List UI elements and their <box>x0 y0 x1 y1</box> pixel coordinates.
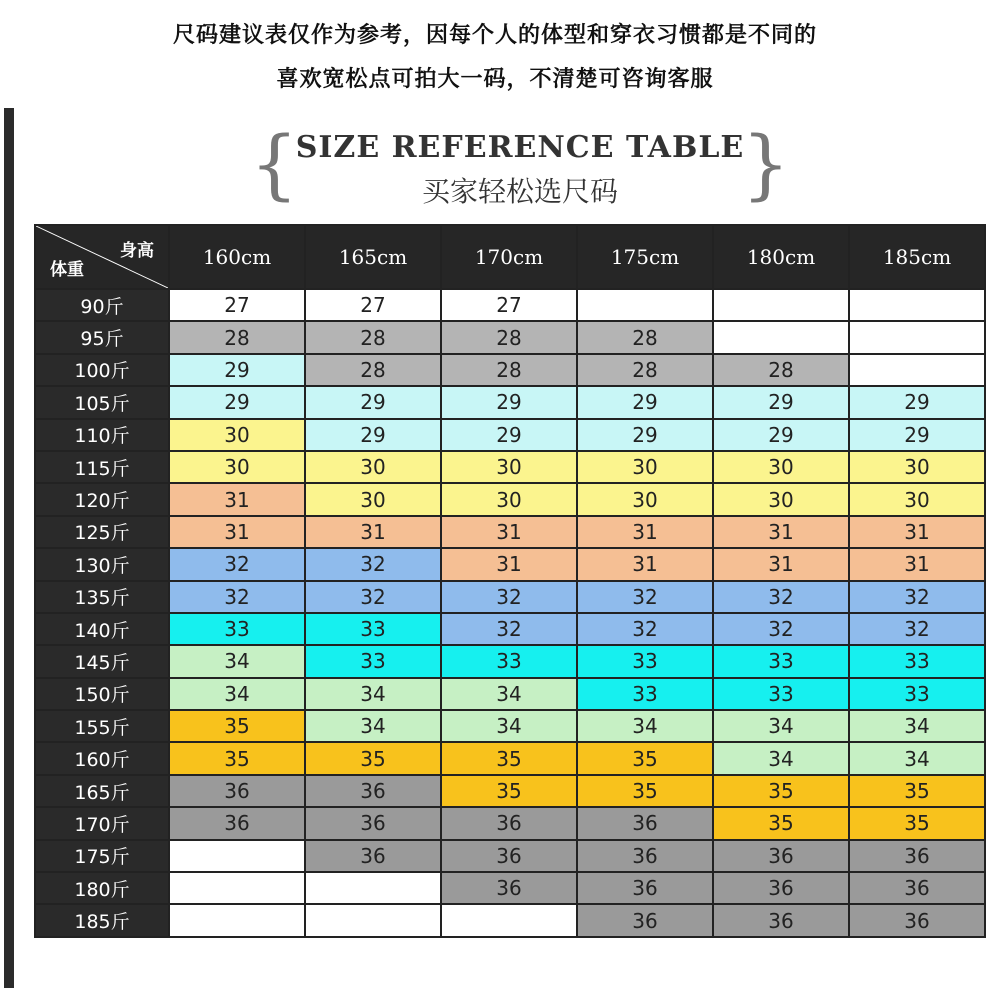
size-cell: 33 <box>305 613 441 645</box>
size-cell: 30 <box>169 419 305 451</box>
size-cell: 29 <box>577 386 713 418</box>
size-cell: 29 <box>441 419 577 451</box>
size-cell <box>305 904 441 936</box>
weight-label: 120斤 <box>35 483 169 515</box>
weight-label: 110斤 <box>35 419 169 451</box>
size-cell <box>305 872 441 904</box>
weight-label: 95斤 <box>35 321 169 353</box>
size-cell: 32 <box>577 613 713 645</box>
size-cell: 36 <box>305 807 441 839</box>
size-cell: 31 <box>849 516 985 548</box>
table-row <box>35 451 985 483</box>
size-cell: 28 <box>441 354 577 386</box>
size-cell: 31 <box>305 516 441 548</box>
table-row <box>35 710 985 742</box>
size-cell: 32 <box>169 581 305 613</box>
size-cell: 32 <box>713 613 849 645</box>
size-cell: 28 <box>305 354 441 386</box>
weight-label: 150斤 <box>35 678 169 710</box>
size-cell <box>577 289 713 321</box>
size-cell: 28 <box>305 321 441 353</box>
weight-label: 155斤 <box>35 710 169 742</box>
table-row <box>35 483 985 515</box>
size-cell: 31 <box>849 548 985 580</box>
size-cell <box>849 354 985 386</box>
table-row <box>35 548 985 580</box>
size-cell: 33 <box>441 645 577 677</box>
size-cell: 35 <box>713 807 849 839</box>
size-cell: 35 <box>577 742 713 774</box>
weight-label: 170斤 <box>35 807 169 839</box>
weight-label: 130斤 <box>35 548 169 580</box>
size-cell: 35 <box>305 742 441 774</box>
size-cell: 36 <box>577 904 713 936</box>
size-cell: 32 <box>305 581 441 613</box>
weight-label: 185斤 <box>35 904 169 936</box>
size-cell: 30 <box>169 451 305 483</box>
table-row <box>35 386 985 418</box>
size-cell: 34 <box>713 710 849 742</box>
size-cell <box>169 840 305 872</box>
size-cell: 35 <box>441 775 577 807</box>
size-cell: 34 <box>305 710 441 742</box>
size-cell: 32 <box>577 581 713 613</box>
height-header-175cm: 175cm <box>577 225 713 289</box>
size-cell <box>713 289 849 321</box>
table-row <box>35 807 985 839</box>
size-cell: 35 <box>713 775 849 807</box>
size-cell <box>169 904 305 936</box>
size-cell: 35 <box>169 710 305 742</box>
size-cell <box>441 904 577 936</box>
size-cell: 33 <box>577 645 713 677</box>
size-cell: 33 <box>577 678 713 710</box>
table-row <box>35 419 985 451</box>
size-cell: 29 <box>441 386 577 418</box>
table-row <box>35 775 985 807</box>
size-cell: 36 <box>849 872 985 904</box>
size-cell: 30 <box>441 483 577 515</box>
size-cell: 30 <box>713 451 849 483</box>
table-row <box>35 742 985 774</box>
table-row <box>35 613 985 645</box>
size-cell: 35 <box>169 742 305 774</box>
size-cell: 36 <box>577 872 713 904</box>
size-cell: 36 <box>441 840 577 872</box>
left-decorative-bar <box>4 108 14 988</box>
size-cell: 30 <box>305 451 441 483</box>
table-title-block <box>250 119 790 212</box>
size-cell: 36 <box>305 775 441 807</box>
size-cell: 33 <box>305 645 441 677</box>
table-row <box>35 872 985 904</box>
corner-weight-label: 体重 <box>50 260 84 280</box>
height-header-180cm: 180cm <box>713 225 849 289</box>
size-cell: 28 <box>713 354 849 386</box>
size-cell: 29 <box>713 419 849 451</box>
size-cell: 34 <box>713 742 849 774</box>
size-cell: 31 <box>169 483 305 515</box>
size-cell: 32 <box>441 581 577 613</box>
size-cell: 27 <box>169 289 305 321</box>
size-cell: 29 <box>305 419 441 451</box>
size-cell: 30 <box>849 451 985 483</box>
size-cell: 30 <box>441 451 577 483</box>
size-cell: 28 <box>577 321 713 353</box>
weight-label: 105斤 <box>35 386 169 418</box>
size-cell: 29 <box>169 354 305 386</box>
size-cell: 28 <box>441 321 577 353</box>
size-cell: 32 <box>849 581 985 613</box>
size-cell: 36 <box>849 840 985 872</box>
size-cell <box>713 321 849 353</box>
size-cell: 32 <box>713 581 849 613</box>
size-cell: 34 <box>441 678 577 710</box>
size-cell: 31 <box>713 516 849 548</box>
size-cell: 31 <box>577 516 713 548</box>
height-header-160cm: 160cm <box>169 225 305 289</box>
size-cell: 36 <box>169 807 305 839</box>
size-cell: 34 <box>849 742 985 774</box>
table-row <box>35 516 985 548</box>
weight-label: 100斤 <box>35 354 169 386</box>
size-cell: 31 <box>169 516 305 548</box>
size-cell: 31 <box>577 548 713 580</box>
size-cell: 32 <box>305 548 441 580</box>
size-cell: 33 <box>849 678 985 710</box>
size-cell: 29 <box>305 386 441 418</box>
notice-line-2: 喜欢宽松点可拍大一码，不清楚可咨询客服 <box>276 67 714 92</box>
size-cell: 30 <box>849 483 985 515</box>
left-brace: { <box>250 119 299 208</box>
size-cell: 36 <box>305 840 441 872</box>
size-cell: 33 <box>713 645 849 677</box>
weight-label: 115斤 <box>35 451 169 483</box>
table-corner-cell <box>35 225 169 289</box>
height-header-185cm: 185cm <box>849 225 985 289</box>
size-cell: 33 <box>849 645 985 677</box>
height-header-170cm: 170cm <box>441 225 577 289</box>
size-cell: 29 <box>849 386 985 418</box>
size-cell <box>849 321 985 353</box>
weight-label: 180斤 <box>35 872 169 904</box>
table-row <box>35 354 985 386</box>
table-row <box>35 904 985 936</box>
size-cell: 36 <box>441 872 577 904</box>
weight-label: 140斤 <box>35 613 169 645</box>
size-cell: 27 <box>305 289 441 321</box>
size-cell: 28 <box>169 321 305 353</box>
size-cell: 36 <box>169 775 305 807</box>
size-cell: 36 <box>577 840 713 872</box>
size-cell: 30 <box>577 451 713 483</box>
size-cell: 30 <box>577 483 713 515</box>
size-cell: 34 <box>305 678 441 710</box>
size-reference-table <box>34 224 986 938</box>
table-row <box>35 581 985 613</box>
size-cell: 35 <box>849 807 985 839</box>
table-row <box>35 678 985 710</box>
size-cell: 27 <box>441 289 577 321</box>
size-cell: 29 <box>169 386 305 418</box>
notice-line-1: 尺码建议表仅作为参考，因每个人的体型和穿衣习惯都是不同的 <box>172 23 817 48</box>
size-cell: 34 <box>441 710 577 742</box>
size-cell: 31 <box>441 516 577 548</box>
title-chinese: 买家轻松选尺码 <box>421 175 618 208</box>
table-row <box>35 840 985 872</box>
size-cell: 29 <box>577 419 713 451</box>
size-cell: 34 <box>577 710 713 742</box>
size-cell: 36 <box>849 904 985 936</box>
table-row <box>35 289 985 321</box>
size-cell: 36 <box>713 904 849 936</box>
size-cell: 34 <box>849 710 985 742</box>
size-cell: 36 <box>713 840 849 872</box>
size-cell: 32 <box>441 613 577 645</box>
table-header-row <box>35 225 985 289</box>
size-cell: 35 <box>441 742 577 774</box>
title-english: SIZE REFERENCE TABLE <box>295 130 745 165</box>
size-cell: 31 <box>441 548 577 580</box>
size-cell: 33 <box>169 613 305 645</box>
size-cell: 36 <box>441 807 577 839</box>
weight-label: 145斤 <box>35 645 169 677</box>
size-cell: 34 <box>169 645 305 677</box>
weight-label: 135斤 <box>35 581 169 613</box>
table-row <box>35 645 985 677</box>
size-cell: 29 <box>849 419 985 451</box>
size-cell: 36 <box>713 872 849 904</box>
size-cell: 36 <box>577 807 713 839</box>
weight-label: 160斤 <box>35 742 169 774</box>
size-cell <box>849 289 985 321</box>
weight-label: 165斤 <box>35 775 169 807</box>
corner-height-label: 身高 <box>120 241 154 261</box>
size-cell: 33 <box>713 678 849 710</box>
size-cell: 31 <box>713 548 849 580</box>
table-row <box>35 321 985 353</box>
size-cell: 32 <box>169 548 305 580</box>
size-cell: 30 <box>305 483 441 515</box>
size-cell <box>169 872 305 904</box>
size-cell: 35 <box>577 775 713 807</box>
weight-label: 175斤 <box>35 840 169 872</box>
right-brace: } <box>741 119 790 208</box>
size-cell: 32 <box>849 613 985 645</box>
size-cell: 35 <box>849 775 985 807</box>
size-cell: 34 <box>169 678 305 710</box>
size-cell: 28 <box>577 354 713 386</box>
size-cell: 30 <box>713 483 849 515</box>
height-header-165cm: 165cm <box>305 225 441 289</box>
weight-label: 125斤 <box>35 516 169 548</box>
size-cell: 29 <box>713 386 849 418</box>
weight-label: 90斤 <box>35 289 169 321</box>
